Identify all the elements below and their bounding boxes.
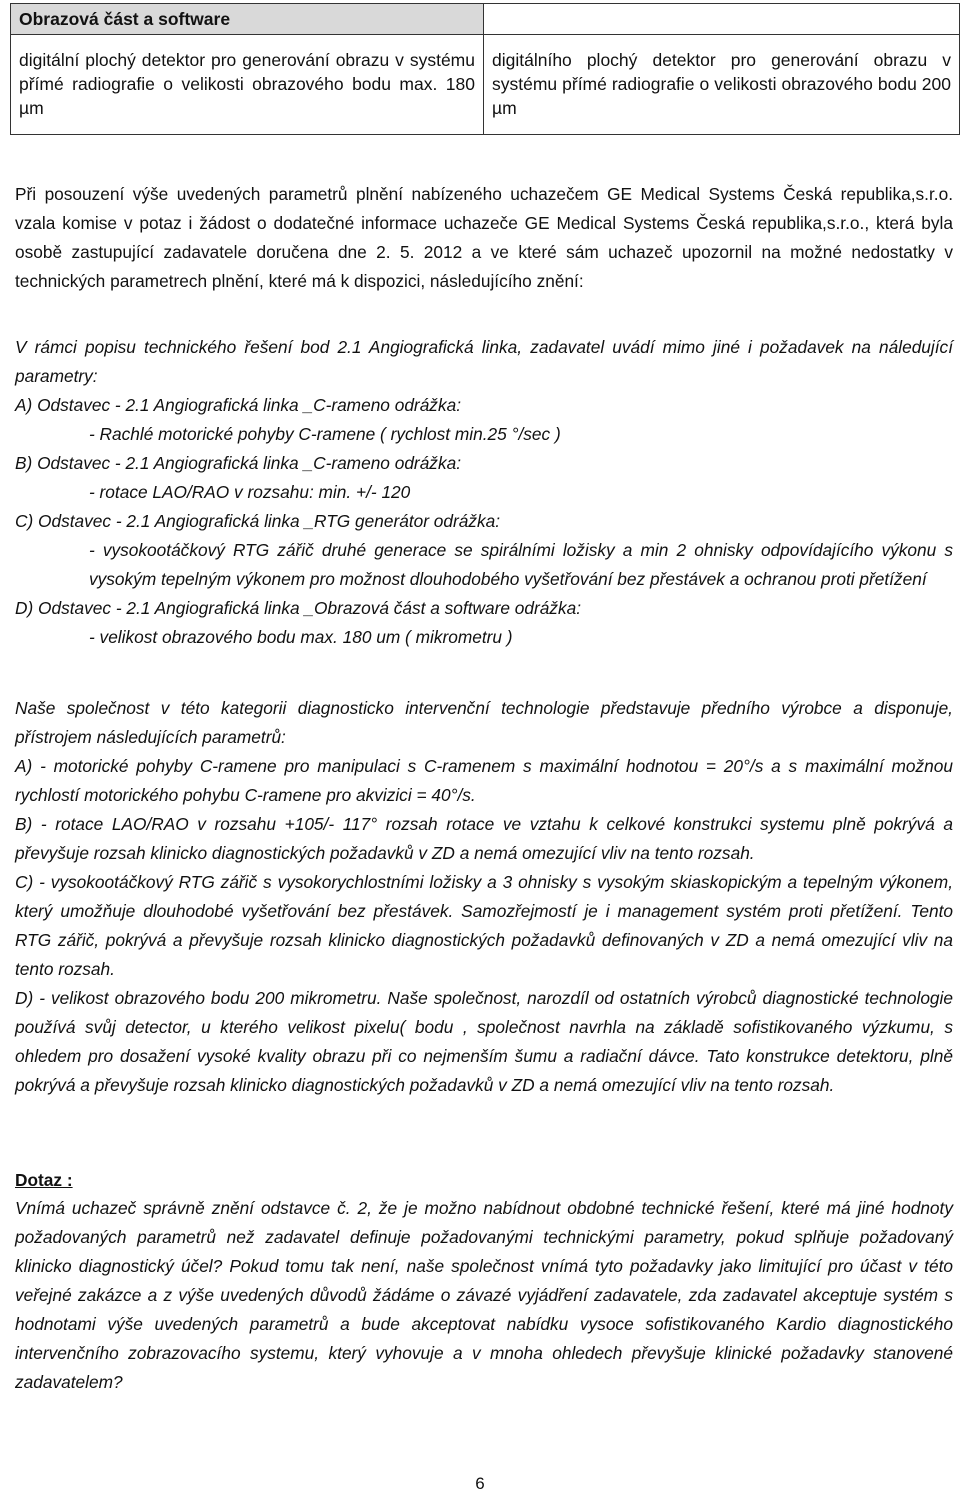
question-heading: Dotaz : — [15, 1170, 73, 1190]
page-number: 6 — [475, 1474, 485, 1493]
quote-c-heading: C) Odstavec - 2.1 Angiografická linka _RTG generátor odrážka: — [15, 511, 501, 531]
quoted-requirements — [15, 333, 953, 652]
company-lead: Naše společnost v této kategorii diagnosticko intervenční technologie představuje předního výrobce a disponuje, přístrojem následujících parametrů: — [15, 698, 953, 747]
question-text: Vnímá uchazeč správně znění odstavce č. 2, že je možno nabídnout obdobné technické řešení, které má jiné hodnoty požadovaných parametrů než zadavatel definuje požadovanými technickými parametry, pokud splňuje požadovaný klinicko diagnostický účel? Pokud tomu tak není, naše společnost vnímá tyto požadavky jako limitující pro účast v této veřejné zakázce a z výše uvedených důvodů žádáme o závazé vyjádření zadavatele, zda zadavatel akceptuje systém s hodnotami výše uvedených parametrů a bude akceptovat nabídku vysoce sofistikovaného Kardio diagnostického intervenčního zobrazovacího systemu, který vyhovuje a v mnoha ohledech převyšuje klinické požadavky stanovené zadavatelem? — [15, 1198, 953, 1392]
company-item-b: B) - rotace LAO/RAO v rozsahu +105/- 117° rozsah rotace ve vztahu k celkové konstrukci systemu plně pokrývá a převyšuje rozsah klinicko diagnostických požadavků v ZD a nemá omezující vliv na tento rozsah. — [15, 814, 953, 863]
company-item-c: C) - vysokootáčkový RTG zářič s vysokorychlostními ložisky a 3 ohnisky s vysokým skiaskopickým a tepelným výkonem, který umožňuje dlouhodobé vyšetřování bez přestávek. Samozřejmostí je i management systém proti přetížení. Tento RTG zářič, pokrývá a převyšuje rozsah klinicko diagnostických požadavků definovaných v ZD a nemá omezující vliv na tento rozsah. — [15, 872, 953, 979]
table-header-left: Obrazová část a software — [11, 4, 484, 35]
table-header-right — [484, 4, 960, 35]
quote-a-item: - Rachlé motorické pohyby C-ramene ( rychlost min.25 °/sec ) — [89, 424, 561, 444]
parameters-table — [10, 3, 960, 135]
quote-c-item: - vysokootáčkový RTG zářič druhé generace se spirálními ložisky a min 2 ohnisky odpovídajícího výkonu s vysokým tepelným výkonem pro možnost dlouhodobého vyšetřování bez přestávek a ochranou proti přetížení — [89, 540, 953, 589]
quote-b-heading: B) Odstavec - 2.1 Angiografická linka _C-rameno odrážka: — [15, 453, 461, 473]
quote-b-item: - rotace LAO/RAO v rozsahu: min. +/- 120 — [89, 482, 411, 502]
company-item-d: D) - velikost obrazového bodu 200 mikrometru. Naše společnost, narozdíl od ostatních výrobců diagnostické technologie používá svůj detector, u kterého velikost pixelu( bodu , společnost navrhla na základě sofistikovaného výzkumu, s ohledem pro dosažení vysoké kvality obrazu při co nejmenším šumu a radiační dávce. Tato konstrukce detektoru, plně pokrývá a převyšuje rozsah klinicko diagnostických požadavků v ZD a nemá omezující vliv na tento rozsah. — [15, 988, 953, 1095]
quote-a-heading: A) Odstavec - 2.1 Angiografická linka _C-rameno odrážka: — [15, 395, 461, 415]
quote-d-heading: D) Odstavec - 2.1 Angiografická linka _Obrazová část a software odrážka: — [15, 598, 582, 618]
table-header-row — [11, 4, 960, 35]
company-statement — [15, 694, 953, 1100]
company-item-a: A) - motorické pohyby C-ramene pro manipulaci s C-ramenem s maximální hodnotou = 20°/s a s maximální možnou rychlostí motorického pohybu C-ramene pro akvizici = 40°/s. — [15, 756, 953, 805]
intro-paragraph: Při posouzení výše uvedených parametrů plnění nabízeného uchazečem GE Medical Systems Česká republika,s.r.o. vzala komise v potaz i žádost o dodatečné informace uchazeče GE Medical Systems Česká republika,s.r.o., která byla osobě zastupující zadavatele doručena dne 2. 5. 2012 a ve které sám uchazeč upozornil na možné nedostatky v technických parametrech plnění, které má k dispozici, následujícího znění: — [15, 184, 953, 291]
quote-lead: V rámci popisu technického řešení bod 2.1 Angiografická linka, zadavatel uvádí mimo jiné i požadavek na náledující parametry: — [15, 337, 953, 386]
table-cell-offered: digitálního plochý detektor pro generování obrazu v systému přímé radiografie o velikosti obrazového bodu 200 µm — [484, 35, 960, 135]
table-cell-required: digitální plochý detektor pro generování obrazu v systému přímé radiografie o velikosti obrazového bodu max. 180 µm — [11, 35, 484, 135]
table-row — [11, 35, 960, 135]
quote-d-item: - velikost obrazového bodu max. 180 um ( mikrometru ) — [89, 627, 513, 647]
